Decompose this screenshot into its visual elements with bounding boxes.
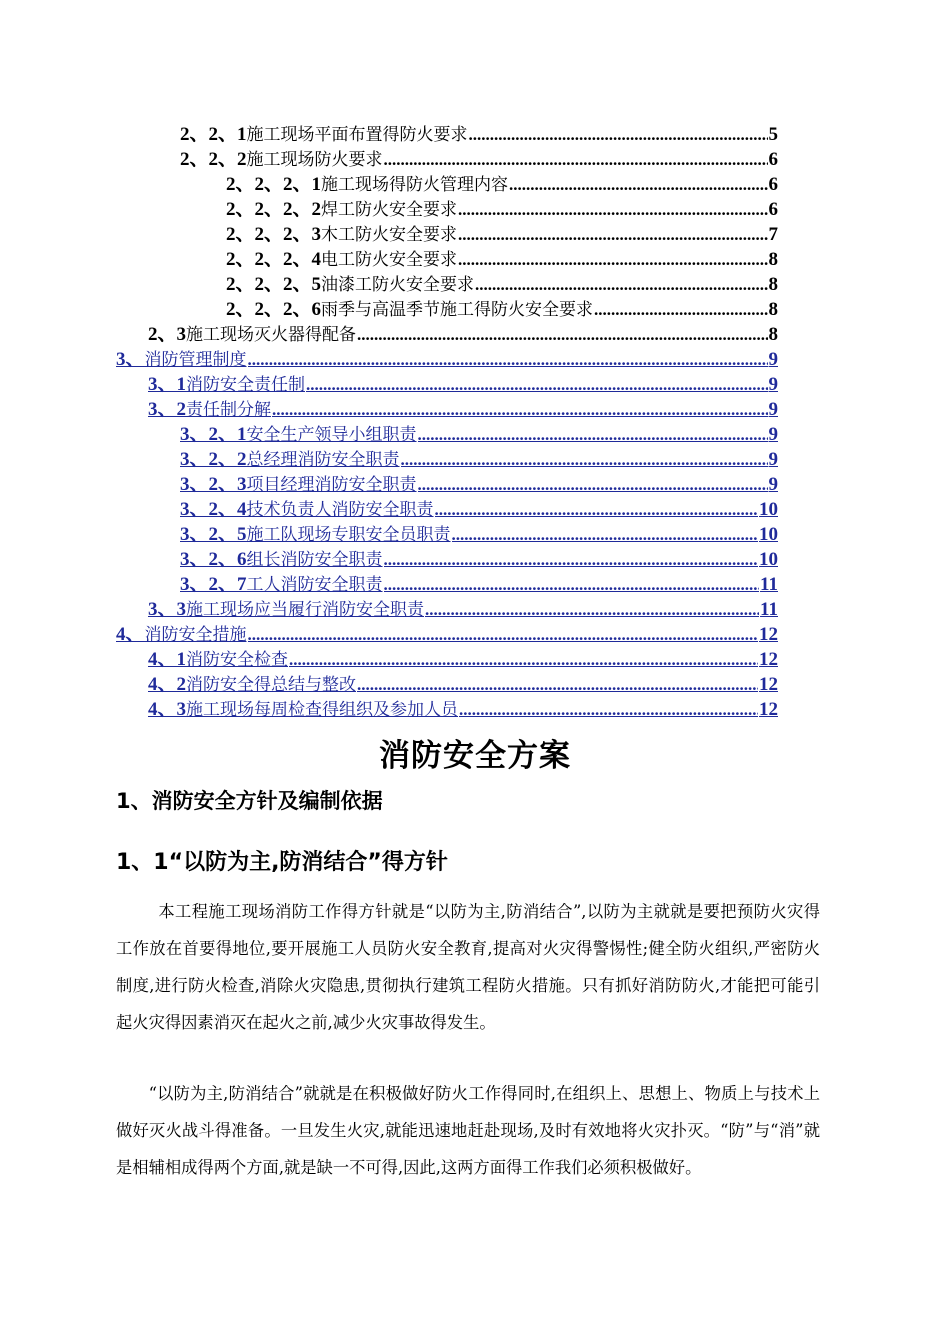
toc-entry-number: 2、2、2、2 bbox=[226, 199, 322, 220]
toc-entry bbox=[180, 147, 778, 172]
toc-entry bbox=[226, 222, 778, 247]
toc-page-number: 11 bbox=[760, 599, 778, 620]
toc-entry[interactable] bbox=[116, 347, 778, 372]
toc-entry bbox=[180, 122, 778, 147]
toc-entry-title: 油漆工防火安全要求 bbox=[321, 275, 475, 295]
toc-page-number: 12 bbox=[759, 624, 778, 645]
toc-page-number: 6 bbox=[768, 149, 778, 170]
toc-entry-number: 4、 bbox=[116, 624, 145, 645]
toc-entry-number: 2、2、1 bbox=[180, 124, 247, 145]
toc-entry-number: 3、2、3 bbox=[180, 474, 247, 495]
toc-entry-title: 总经理消防安全职责 bbox=[246, 450, 400, 470]
toc-entry-number: 2、2、2、4 bbox=[226, 249, 322, 270]
toc-dot-leader bbox=[384, 147, 768, 172]
toc-page-number: 12 bbox=[759, 674, 778, 695]
toc-entry[interactable] bbox=[180, 572, 778, 597]
toc-dot-leader bbox=[475, 272, 767, 297]
toc-dot-leader bbox=[357, 322, 767, 347]
toc-entry-number: 3、2、7 bbox=[180, 574, 247, 595]
toc-dot-leader bbox=[452, 522, 758, 547]
toc-entry-number: 2、2、2 bbox=[180, 149, 247, 170]
toc-entry-title: 工人消防安全职责 bbox=[246, 575, 383, 595]
toc-entry[interactable] bbox=[116, 622, 778, 647]
toc-page-number: 6 bbox=[768, 199, 778, 220]
toc-entry-number: 3、2、4 bbox=[180, 499, 247, 520]
toc-page-number: 10 bbox=[759, 524, 778, 545]
toc-entry[interactable] bbox=[148, 697, 778, 722]
toc-entry-title: 组长消防安全职责 bbox=[246, 550, 383, 570]
toc-entry-number: 3、1 bbox=[148, 374, 187, 395]
toc-page-number: 8 bbox=[768, 324, 778, 345]
toc-entry-title: 技术负责人消防安全职责 bbox=[246, 500, 434, 520]
toc-entry-title: 施工现场灭火器得配备 bbox=[186, 325, 357, 345]
toc-page-number: 12 bbox=[759, 699, 778, 720]
toc-entry-title: 施工现场防火要求 bbox=[246, 150, 383, 170]
toc-page-number: 6 bbox=[768, 174, 778, 195]
toc-dot-leader bbox=[272, 397, 767, 422]
toc-entry[interactable] bbox=[148, 672, 778, 697]
toc-entry-number: 3、 bbox=[116, 349, 145, 370]
toc-entry-title: 焊工防火安全要求 bbox=[321, 200, 458, 220]
toc-page-number: 9 bbox=[768, 399, 778, 420]
toc-entry-number: 2、2、2、6 bbox=[226, 299, 322, 320]
toc-page-number: 5 bbox=[768, 124, 778, 145]
toc-entry[interactable] bbox=[180, 447, 778, 472]
body-paragraph: “以防为主,防消结合”就就是在积极做好防火工作得同时,在组织上、思想上、物质上与技术上做好灭火战斗得准备。一旦发生火灾,就能迅速地赶赴现场,及时有效地将火灾扑灭。“防”与“消”就是相辅相成得两个方面,就是缺一不可得,因此,这两方面得工作我们必须积极做好。 bbox=[116, 1084, 820, 1177]
toc-page-number: 8 bbox=[768, 299, 778, 320]
toc-dot-leader bbox=[459, 697, 758, 722]
toc-entry-number: 3、3 bbox=[148, 599, 187, 620]
toc-entry[interactable] bbox=[180, 547, 778, 572]
toc-entry bbox=[226, 197, 778, 222]
toc-dot-leader bbox=[469, 122, 768, 147]
toc-entry bbox=[226, 272, 778, 297]
toc-entry-title: 施工现场得防火管理内容 bbox=[321, 175, 509, 195]
toc-entry-title: 消防安全检查 bbox=[186, 650, 289, 670]
toc-entry[interactable] bbox=[148, 597, 778, 622]
toc-entry-number: 2、2、2、3 bbox=[226, 224, 322, 245]
toc-page-number: 9 bbox=[768, 474, 778, 495]
toc-dot-leader bbox=[289, 647, 758, 672]
toc-entry-title: 雨季与高温季节施工得防火安全要求 bbox=[321, 300, 594, 320]
toc-entry-title: 消防安全责任制 bbox=[186, 375, 306, 395]
toc-dot-leader bbox=[384, 572, 760, 597]
toc-entry-title: 电工防火安全要求 bbox=[321, 250, 458, 270]
toc-dot-leader bbox=[401, 447, 768, 472]
toc-entry bbox=[226, 297, 778, 322]
toc-dot-leader bbox=[458, 247, 767, 272]
toc-entry[interactable] bbox=[148, 372, 778, 397]
toc-dot-leader bbox=[418, 472, 768, 497]
toc-dot-leader bbox=[458, 197, 767, 222]
toc-entry[interactable] bbox=[180, 422, 778, 447]
toc-page-number: 12 bbox=[759, 649, 778, 670]
toc-entry[interactable] bbox=[180, 472, 778, 497]
toc-entry-title: 施工现场平面布置得防火要求 bbox=[246, 125, 468, 145]
toc-entry-title: 项目经理消防安全职责 bbox=[246, 475, 417, 495]
toc-entry bbox=[226, 172, 778, 197]
toc-entry-title: 安全生产领导小组职责 bbox=[246, 425, 417, 445]
toc-page-number: 11 bbox=[760, 574, 778, 595]
toc-page-number: 8 bbox=[768, 249, 778, 270]
toc-dot-leader bbox=[458, 222, 767, 247]
toc-dot-leader bbox=[357, 672, 758, 697]
toc-page-number: 9 bbox=[768, 449, 778, 470]
toc-entry-number: 3、2、1 bbox=[180, 424, 247, 445]
toc-entry-number: 2、2、2、5 bbox=[226, 274, 322, 295]
toc-dot-leader bbox=[594, 297, 767, 322]
toc-entry[interactable] bbox=[148, 397, 778, 422]
body-paragraph: 本工程施工现场消防工作得方针就是“以防为主,防消结合”,以防为主就就是要把预防火灾得工作放在首要得地位,要开展施工人员防火安全教育,提高对火灾得警惕性;健全防火组织,严密防火制度,进行防火检查,消除火灾隐患,贯彻执行建筑工程防火措施。只有抓好消防防火,才能把可能引起火灾得因素消灭在起火之前,减少火灾事故得发生。 bbox=[116, 902, 820, 1032]
toc-entry-title: 施工现场每周检查得组织及参加人员 bbox=[186, 700, 459, 720]
toc-page-number: 7 bbox=[768, 224, 778, 245]
toc-entry-number: 3、2、2 bbox=[180, 449, 247, 470]
toc-entry-title: 施工队现场专职安全员职责 bbox=[246, 525, 451, 545]
toc-entry-number: 3、2、5 bbox=[180, 524, 247, 545]
toc-entry-number: 3、2、6 bbox=[180, 549, 247, 570]
document-title: 消防安全方案 bbox=[379, 738, 571, 774]
toc-entry-title: 木工防火安全要求 bbox=[321, 225, 458, 245]
toc-page-number: 10 bbox=[759, 549, 778, 570]
toc-page-number: 10 bbox=[759, 499, 778, 520]
toc-page-number: 9 bbox=[768, 374, 778, 395]
toc-entry-number: 2、3 bbox=[148, 324, 187, 345]
toc-entry-number: 4、1 bbox=[148, 649, 187, 670]
section-heading: 1、消防安全方针及编制依据 bbox=[116, 789, 383, 813]
toc-entry bbox=[148, 322, 778, 347]
toc-entry[interactable] bbox=[148, 647, 778, 672]
table-of-contents bbox=[0, 122, 950, 722]
toc-dot-leader bbox=[248, 622, 758, 647]
toc-dot-leader bbox=[306, 372, 767, 397]
toc-dot-leader bbox=[425, 597, 759, 622]
toc-entry-title: 施工现场应当履行消防安全职责 bbox=[186, 600, 425, 620]
toc-page-number: 9 bbox=[768, 424, 778, 445]
toc-entry-title: 责任制分解 bbox=[186, 400, 272, 420]
toc-entry[interactable] bbox=[180, 522, 778, 547]
toc-dot-leader bbox=[248, 347, 768, 372]
toc-entry-number: 3、2 bbox=[148, 399, 187, 420]
toc-page-number: 9 bbox=[768, 349, 778, 370]
toc-entry-title: 消防安全得总结与整改 bbox=[186, 675, 357, 695]
toc-dot-leader bbox=[435, 497, 758, 522]
toc-dot-leader bbox=[418, 422, 768, 447]
subsection-heading: 1、1“以防为主,防消结合”得方针 bbox=[116, 850, 448, 875]
toc-entry-number: 4、3 bbox=[148, 699, 187, 720]
toc-entry-number: 2、2、2、1 bbox=[226, 174, 322, 195]
toc-entry[interactable] bbox=[180, 497, 778, 522]
toc-dot-leader bbox=[509, 172, 767, 197]
toc-entry-title: 消防安全措施 bbox=[144, 625, 247, 645]
toc-page-number: 8 bbox=[768, 274, 778, 295]
toc-entry-title: 消防管理制度 bbox=[144, 350, 247, 370]
toc-dot-leader bbox=[384, 547, 758, 572]
toc-entry-number: 4、2 bbox=[148, 674, 187, 695]
toc-entry bbox=[226, 247, 778, 272]
